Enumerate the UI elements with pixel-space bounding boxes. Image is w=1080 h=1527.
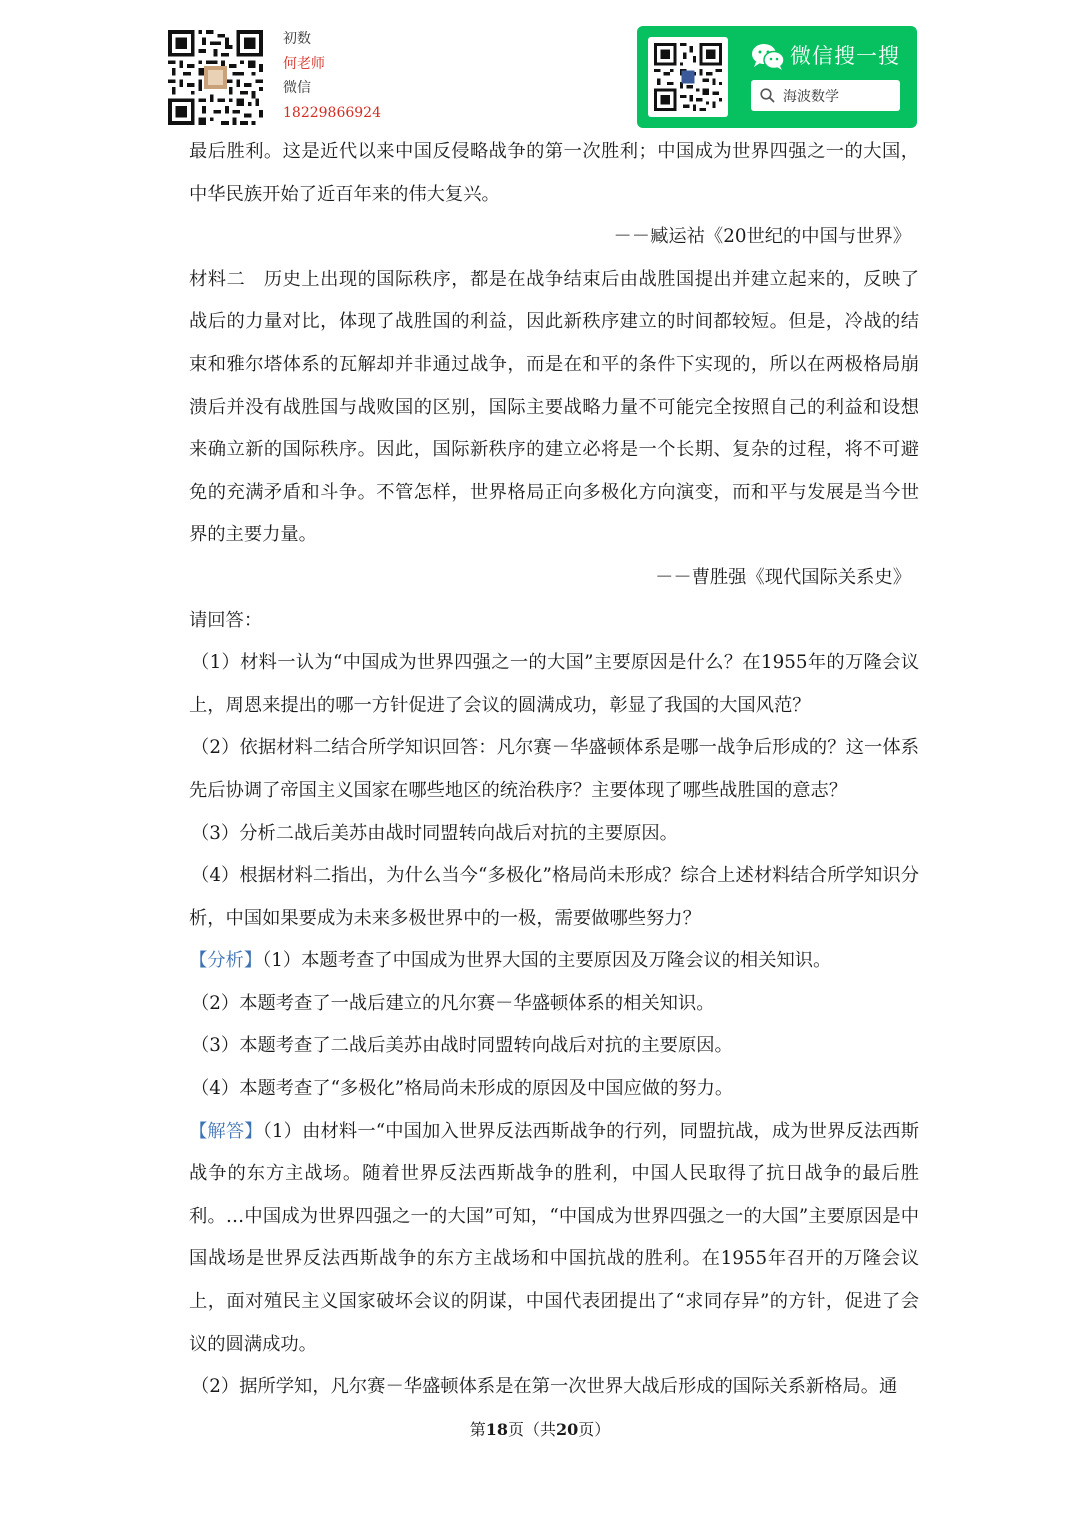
- analysis-4: （4）本题考查了“多极化”格局尚未形成的原因及中国应做的努力。: [191, 1078, 734, 1100]
- source-citation-2: －－曹胜强《现代国际关系史》: [655, 566, 911, 588]
- wechat-search-text: 海波数学: [783, 89, 839, 105]
- page-footer: 第18页（共20页）: [469, 1420, 611, 1439]
- analysis-1: [189, 940, 919, 983]
- question-1: （1）材料一认为“中国成为世界四强之一的大国”主要原因是什么？在1955年的万隆会议上，周恩来提出的哪一方针促进了会议的圆满成功，彰显了我国的大国风范？: [189, 652, 919, 716]
- solution-1: [189, 1111, 919, 1367]
- answer-tag: 【解答】: [189, 1120, 263, 1142]
- document-body: [189, 131, 919, 1409]
- answer-prompt: 请回答：: [189, 609, 263, 631]
- contact-subject: 初数: [283, 31, 311, 47]
- wechat-search-card: [637, 26, 917, 128]
- wechat-logo-icon: [751, 42, 785, 72]
- analysis-1-text: （1）本题考查了中国成为世界大国的主要原因及万隆会议的相关知识。: [262, 950, 832, 972]
- question-3: （3）分析二战后美苏由战时同盟转向战后对抗的主要原因。: [191, 822, 678, 844]
- wechat-qr-code: [648, 37, 728, 117]
- contact-qr-code: [168, 30, 263, 125]
- contact-block: [283, 27, 381, 125]
- contact-teacher-name: 何老师: [283, 55, 325, 72]
- wechat-search-title: 微信搜一搜: [790, 44, 900, 68]
- question-4: （4）根据材料二指出，为什么当今“多极化”格局尚未形成？综合上述材料结合所学知识分析，中国如果要成为未来多极世界中的一极，需要做哪些努力？: [189, 865, 919, 929]
- contact-wechat-label: 微信: [283, 80, 311, 96]
- solution-2: （2）据所学知，凡尔赛－华盛顿体系是在第一次世界大战后形成的国际关系新格局。通: [191, 1376, 898, 1398]
- current-page-number: 18: [485, 1420, 508, 1439]
- total-page-count: 20: [556, 1420, 579, 1439]
- wechat-search-box[interactable]: [751, 80, 900, 111]
- analysis-3: （3）本题考查了二战后美苏由战时同盟转向战后对抗的主要原因。: [191, 1035, 733, 1057]
- contact-phone: 18229866924: [283, 104, 381, 121]
- material-one-tail: 最后胜利。这是近代以来中国反侵略战争的第一次胜利；中国成为世界四强之一的大国，中华民族开始了近百年来的伟大复兴。: [189, 141, 919, 205]
- analysis-2: （2）本题考查了一战后建立的凡尔赛－华盛顿体系的相关知识。: [191, 992, 715, 1014]
- search-icon: [760, 88, 775, 103]
- solution-1-text: （1）由材料一“中国加入世界反法西斯战争的行列，同盟抗战，成为世界反法西斯战争的东方主战场。随着世界反法西斯战争的胜利，中国人民取得了抗日战争的最后胜利。…中国成为世界四强之一的大国”可知，“中国成为世界四强之一的大国”主要原因是中国战场是世界反法西斯战争的东方主战场和中国抗战的胜利。在1955年召开的万隆会议上，面对殖民主义国家破坏会议的阴谋，中国代表团提出了“求同存异”的方针，促进了会议的圆满成功。: [189, 1120, 919, 1355]
- analysis-tag: 【分析】: [189, 950, 263, 972]
- question-2: （2）依据材料二结合所学知识回答：凡尔赛－华盛顿体系是哪一战争后形成的？这一体系先后协调了帝国主义国家在哪些地区的统治秩序？主要体现了哪些战胜国的意志？: [189, 737, 919, 801]
- source-citation-1: －－臧运祜《20世纪的中国与世界》: [613, 226, 911, 248]
- material-two: 材料二 历史上出现的国际秩序，都是在战争结束后由战胜国提出并建立起来的，反映了战后的力量对比，体现了战胜国的利益，因此新秩序建立的时间都较短。但是，冷战的结束和雅尔塔体系的瓦解却并非通过战争，而是在和平的条件下实现的，所以在两极格局崩溃后并没有战胜国与战败国的区别，国际主要战略力量不可能完全按照自己的利益和设想来确立新的国际秩序。因此，国际新秩序的建立必将是一个长期、复杂的过程，将不可避免的充满矛盾和斗争。不管怎样，世界格局正向多极化方向演变，而和平与发展是当今世界的主要力量。: [189, 268, 919, 546]
